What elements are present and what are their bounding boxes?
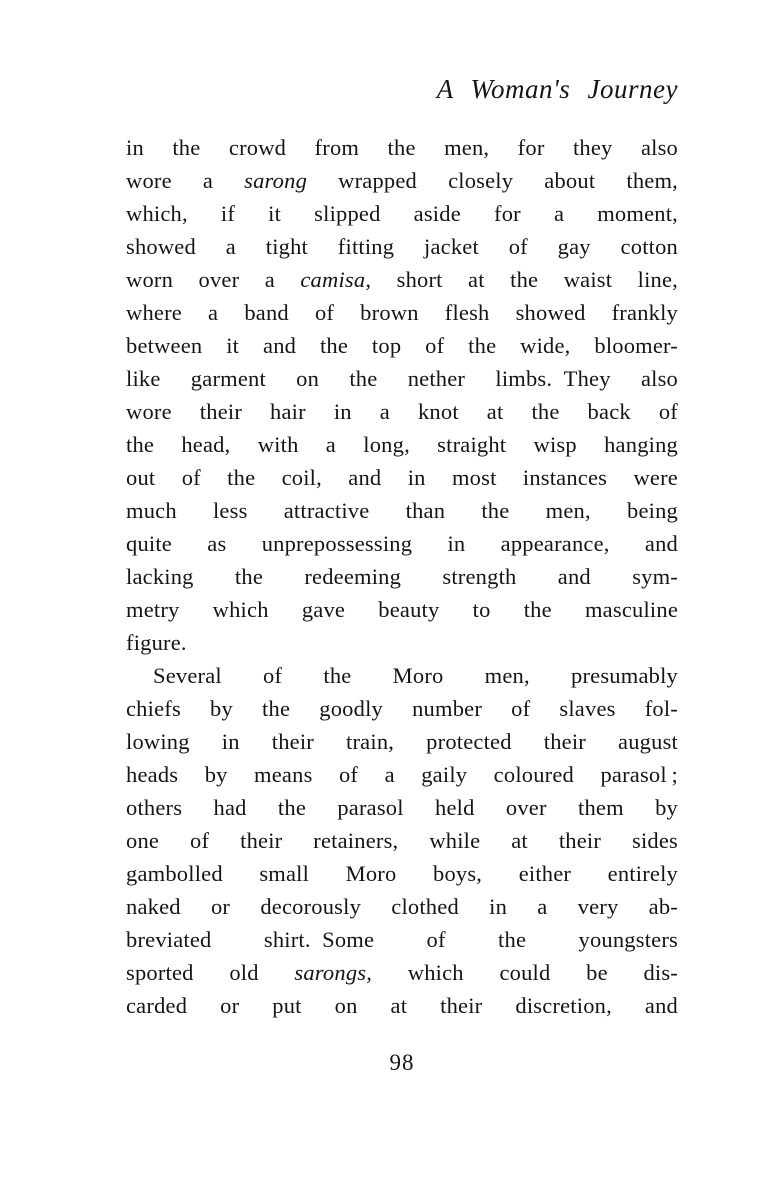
text-line: gambolled small Moro boys, either entirely: [126, 861, 678, 886]
text-line: between it and the top of the wide, bloomer-: [126, 333, 678, 358]
page-number: 98: [389, 1050, 415, 1075]
page-body: [126, 131, 678, 1022]
text-line: wore their hair in a knot at the back of: [126, 399, 678, 424]
text-line: much less attractive than the men, being: [126, 498, 678, 523]
text-line: in the crowd from the men, for they also: [126, 135, 678, 160]
running-header: A Woman's Journey: [436, 74, 678, 104]
italic-term: camisa,: [300, 267, 372, 292]
text-line: Several of the Moro men, presumably: [153, 663, 678, 688]
text-line: wore a sarong wrapped closely about them,: [126, 168, 678, 193]
text-line: lowing in their train, protected their august: [126, 729, 678, 754]
text-line: metry which gave beauty to the masculine: [126, 597, 678, 622]
text-line: like garment on the nether limbs. They also: [126, 366, 678, 391]
text-line: figure.: [126, 630, 187, 655]
text-line: showed a tight fitting jacket of gay cotton: [126, 234, 678, 259]
text-line: naked or decorously clothed in a very ab-: [126, 894, 678, 919]
text-line: breviated shirt. Some of the youngsters: [126, 927, 678, 952]
text-line: where a band of brown flesh showed frankly: [126, 300, 678, 325]
text-line: quite as unprepossessing in appearance, and: [126, 531, 678, 556]
text-line: chiefs by the goodly number of slaves fol-: [126, 696, 678, 721]
italic-term: sarongs,: [294, 960, 373, 985]
italic-term: sarong: [244, 168, 308, 193]
text-line: one of their retainers, while at their sides: [126, 828, 678, 853]
text-line: worn over a camisa, short at the waist line,: [126, 267, 678, 292]
text-line: others had the parasol held over them by: [126, 795, 678, 820]
text-line: sported old sarongs, which could be dis-: [126, 960, 679, 985]
text-line: the head, with a long, straight wisp hanging: [126, 432, 678, 457]
text-line: which, if it slipped aside for a moment,: [126, 201, 678, 226]
text-line: heads by means of a gaily coloured parasol ;: [126, 762, 678, 787]
text-line: out of the coil, and in most instances were: [126, 465, 678, 490]
text-line: lacking the redeeming strength and sym-: [126, 564, 678, 589]
text-line: carded or put on at their discretion, and: [126, 993, 678, 1018]
